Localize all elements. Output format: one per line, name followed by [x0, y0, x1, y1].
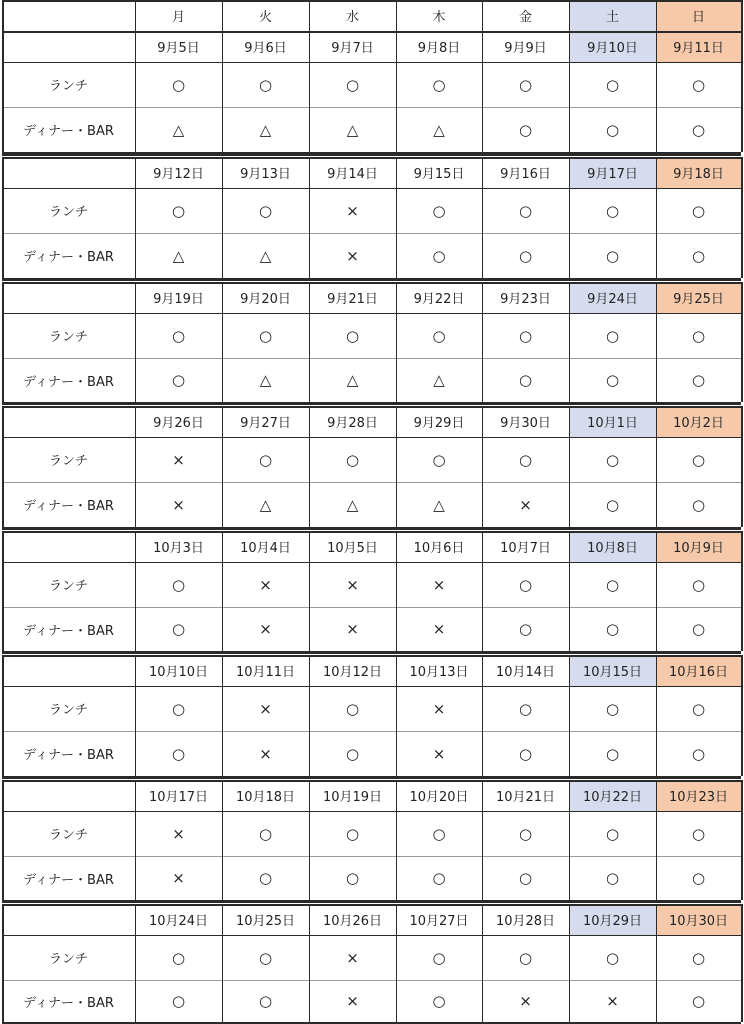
date-cell: 10月3日: [153, 541, 204, 556]
weekday-header: 火: [258, 10, 272, 25]
lunch-availability-mark: ○: [518, 948, 533, 967]
date-cell: 9月7日: [331, 41, 374, 56]
dinner-availability-mark: ○: [605, 869, 620, 887]
dinner-availability-mark: ○: [605, 620, 620, 638]
date-cell: 10月11日: [235, 665, 296, 680]
date-cell: 10月7日: [500, 541, 551, 556]
lunch-availability-mark: ○: [605, 75, 620, 94]
lunch-availability-mark: ○: [605, 326, 620, 345]
row-label-dinner: ディナー・BAR: [23, 124, 114, 139]
row-label-lunch: ランチ: [48, 79, 88, 94]
dinner-availability-mark: △: [259, 246, 272, 265]
row-label-lunch: ランチ: [48, 703, 88, 718]
date-cell: 9月23日: [500, 292, 551, 307]
date-cell: 10月18日: [235, 790, 296, 805]
lunch-availability-mark: ○: [258, 75, 273, 94]
row-label-lunch: ランチ: [48, 952, 88, 967]
dinner-availability-mark: ○: [605, 495, 620, 514]
date-cell: 10月28日: [495, 914, 556, 929]
lunch-availability-mark: ×: [259, 575, 272, 594]
date-cell: 10月30日: [668, 914, 729, 929]
dinner-availability-mark: △: [172, 246, 185, 265]
date-cell: 9月9日: [504, 41, 547, 56]
dinner-availability-mark: ○: [605, 744, 620, 763]
date-cell: 9月24日: [587, 292, 638, 307]
dinner-availability-mark: ○: [171, 744, 186, 763]
lunch-availability-mark: ○: [691, 326, 706, 345]
date-cell: 10月15日: [582, 665, 643, 680]
dinner-availability-mark: ○: [691, 495, 706, 514]
lunch-availability-mark: ○: [432, 201, 446, 220]
date-cell: 10月21日: [495, 790, 556, 805]
row-label-dinner: ディナー・BAR: [23, 872, 114, 888]
date-cell: 9月30日: [500, 416, 551, 431]
row-label-dinner: ディナー・BAR: [23, 499, 114, 514]
dinner-availability-mark: ○: [518, 246, 533, 265]
dinner-availability-mark: △: [433, 495, 445, 514]
date-cell: 9月26日: [153, 416, 204, 431]
date-cell: 9月17日: [587, 167, 638, 182]
dinner-availability-mark: ○: [518, 120, 533, 139]
date-cell: 9月13日: [240, 167, 291, 182]
lunch-availability-mark: ○: [518, 326, 533, 345]
row-label-lunch: ランチ: [48, 205, 88, 220]
lunch-availability-mark: ×: [346, 201, 359, 220]
date-cell: 10月22日: [582, 790, 643, 805]
date-cell: 9月22日: [413, 292, 465, 307]
lunch-availability-mark: ○: [691, 699, 706, 718]
weekday-header: 月: [171, 10, 185, 25]
weekday-header: 日: [691, 10, 705, 25]
date-cell: 10月12日: [322, 665, 383, 680]
date-cell: 9月14日: [327, 167, 378, 182]
date-cell: 10月17日: [148, 790, 209, 805]
date-cell: 10月20日: [409, 790, 469, 805]
row-label-lunch: ランチ: [48, 454, 88, 469]
lunch-availability-mark: ○: [691, 450, 706, 469]
date-cell: 10月4日: [240, 541, 291, 556]
date-cell: 10月14日: [495, 665, 556, 680]
dinner-availability-mark: ○: [691, 744, 706, 763]
lunch-availability-mark: ○: [432, 824, 446, 843]
lunch-availability-mark: ○: [605, 450, 620, 469]
dinner-availability-mark: ○: [518, 744, 533, 763]
lunch-availability-mark: ○: [518, 450, 533, 469]
dinner-availability-mark: ○: [171, 992, 186, 1010]
dinner-availability-mark: ○: [605, 120, 620, 139]
lunch-availability-mark: ○: [171, 75, 186, 94]
date-cell: 9月12日: [153, 167, 204, 182]
row-label-lunch: ランチ: [48, 828, 88, 843]
lunch-availability-mark: ×: [432, 575, 446, 594]
dinner-availability-mark: △: [346, 120, 359, 139]
lunch-availability-mark: ○: [345, 450, 360, 469]
dinner-availability-mark: ×: [172, 495, 185, 514]
dinner-availability-mark: ○: [171, 620, 186, 638]
lunch-availability-mark: ○: [605, 699, 620, 718]
date-cell: 9月21日: [327, 292, 378, 307]
dinner-availability-mark: ○: [691, 992, 706, 1010]
lunch-availability-mark: ○: [345, 326, 360, 345]
lunch-availability-mark: ○: [345, 824, 360, 843]
date-cell: 10月1日: [587, 416, 638, 431]
dinner-availability-mark: ○: [171, 371, 186, 389]
dinner-availability-mark: ×: [259, 620, 272, 638]
dinner-availability-mark: △: [433, 371, 445, 389]
lunch-availability-mark: ○: [432, 948, 446, 967]
lunch-availability-mark: ○: [432, 75, 446, 94]
lunch-availability-mark: ×: [172, 450, 185, 469]
lunch-availability-mark: ○: [518, 699, 533, 718]
row-label-dinner: ディナー・BAR: [23, 250, 114, 265]
lunch-availability-mark: ×: [172, 824, 185, 843]
dinner-availability-mark: ×: [172, 869, 185, 887]
lunch-availability-mark: ○: [691, 948, 706, 967]
lunch-availability-mark: ×: [346, 948, 359, 967]
date-cell: 10月10日: [148, 665, 209, 680]
date-cell: 9月11日: [673, 41, 724, 56]
lunch-availability-mark: ○: [258, 948, 273, 967]
dinner-availability-mark: ×: [259, 744, 272, 763]
lunch-availability-mark: ○: [691, 75, 706, 94]
date-cell: 10月2日: [673, 416, 724, 431]
row-label-dinner: ディナー・BAR: [23, 748, 114, 763]
lunch-availability-mark: ○: [258, 450, 273, 469]
dinner-availability-mark: △: [259, 371, 272, 389]
lunch-availability-mark: ○: [605, 575, 620, 594]
date-cell: 9月20日: [240, 292, 291, 307]
weekday-header: 土: [605, 10, 619, 25]
dinner-availability-mark: ○: [432, 869, 446, 887]
dinner-availability-mark: ×: [519, 992, 532, 1010]
date-cell: 10月9日: [673, 541, 724, 556]
dinner-availability-mark: △: [259, 120, 272, 139]
date-cell: 9月19日: [153, 292, 204, 307]
lunch-availability-mark: ○: [171, 575, 186, 594]
dinner-availability-mark: ○: [518, 371, 533, 389]
date-cell: 9月15日: [413, 167, 465, 182]
dinner-availability-mark: ○: [345, 869, 360, 887]
date-cell: 9月6日: [244, 41, 287, 56]
dinner-availability-mark: ×: [432, 620, 446, 638]
date-cell: 10月25日: [235, 914, 296, 929]
dinner-availability-mark: △: [346, 371, 359, 389]
lunch-availability-mark: ○: [258, 824, 273, 843]
dinner-availability-mark: △: [346, 495, 359, 514]
weekday-header: 水: [345, 10, 359, 25]
dinner-availability-mark: ○: [258, 992, 273, 1010]
dinner-availability-mark: ×: [346, 246, 359, 265]
row-label-lunch: ランチ: [48, 330, 88, 345]
lunch-availability-mark: ○: [518, 575, 533, 594]
date-cell: 10月26日: [322, 914, 383, 929]
dinner-availability-mark: ○: [345, 744, 360, 763]
row-label-dinner: ディナー・BAR: [23, 995, 114, 1011]
date-cell: 9月8日: [417, 41, 461, 56]
weekday-header: 金: [518, 10, 532, 25]
lunch-availability-mark: ○: [258, 201, 273, 220]
date-cell: 10月23日: [668, 790, 729, 805]
date-cell: 9月16日: [500, 167, 551, 182]
dinner-availability-mark: ○: [432, 992, 446, 1010]
lunch-availability-mark: ○: [432, 450, 446, 469]
dinner-availability-mark: △: [259, 495, 272, 514]
date-cell: 10月29日: [582, 914, 643, 929]
dinner-availability-mark: ×: [606, 992, 619, 1010]
dinner-availability-mark: ○: [691, 246, 706, 265]
lunch-availability-mark: ×: [432, 699, 446, 718]
lunch-availability-mark: ○: [258, 326, 273, 345]
date-cell: 9月29日: [413, 416, 465, 431]
dinner-availability-mark: ×: [519, 495, 532, 514]
lunch-availability-mark: ○: [605, 824, 620, 843]
lunch-availability-mark: ○: [605, 948, 620, 967]
lunch-availability-mark: ×: [346, 575, 359, 594]
date-cell: 9月28日: [327, 416, 378, 431]
lunch-availability-mark: ○: [345, 75, 360, 94]
row-label-dinner: ディナー・BAR: [23, 374, 114, 390]
date-cell: 9月27日: [240, 416, 291, 431]
row-label-dinner: ディナー・BAR: [23, 623, 114, 639]
lunch-availability-mark: ○: [432, 326, 446, 345]
date-cell: 10月6日: [413, 541, 465, 556]
lunch-availability-mark: ○: [171, 326, 186, 345]
lunch-availability-mark: ○: [345, 699, 360, 718]
dinner-availability-mark: ○: [605, 246, 620, 265]
date-cell: 10月24日: [148, 914, 209, 929]
dinner-availability-mark: ○: [691, 620, 706, 638]
lunch-availability-mark: ○: [691, 575, 706, 594]
dinner-availability-mark: ○: [691, 371, 706, 389]
dinner-availability-mark: ○: [691, 120, 706, 139]
dinner-availability-mark: ×: [432, 744, 446, 763]
date-cell: 10月5日: [327, 541, 378, 556]
date-cell: 10月13日: [409, 665, 469, 680]
dinner-availability-mark: △: [433, 120, 445, 139]
lunch-availability-mark: ○: [171, 699, 186, 718]
date-cell: 10月19日: [322, 790, 383, 805]
lunch-availability-mark: ○: [691, 824, 706, 843]
dinner-availability-mark: ○: [691, 869, 706, 887]
weekday-header: 木: [432, 10, 446, 25]
dinner-availability-mark: △: [172, 120, 185, 139]
lunch-availability-mark: ○: [518, 201, 533, 220]
lunch-availability-mark: ○: [605, 201, 620, 220]
lunch-availability-mark: ○: [691, 201, 706, 220]
dinner-availability-mark: ×: [346, 620, 359, 638]
date-cell: 9月25日: [673, 292, 724, 307]
lunch-availability-mark: ○: [518, 824, 533, 843]
date-cell: 9月5日: [157, 41, 200, 56]
date-cell: 10月27日: [409, 914, 469, 929]
dinner-availability-mark: ○: [605, 371, 620, 389]
lunch-availability-mark: ○: [171, 201, 186, 220]
date-cell: 9月18日: [673, 167, 724, 182]
dinner-availability-mark: ×: [346, 992, 359, 1010]
date-cell: 9月10日: [587, 41, 638, 56]
dinner-availability-mark: ○: [518, 620, 533, 638]
lunch-availability-mark: ○: [171, 948, 186, 967]
date-cell: 10月16日: [668, 665, 729, 680]
lunch-availability-mark: ×: [259, 699, 272, 718]
dinner-availability-mark: ○: [518, 869, 533, 887]
dinner-availability-mark: ○: [258, 869, 273, 887]
lunch-availability-mark: ○: [518, 75, 533, 94]
dinner-availability-mark: ○: [432, 246, 446, 265]
date-cell: 10月8日: [587, 541, 638, 556]
row-label-lunch: ランチ: [48, 579, 88, 594]
